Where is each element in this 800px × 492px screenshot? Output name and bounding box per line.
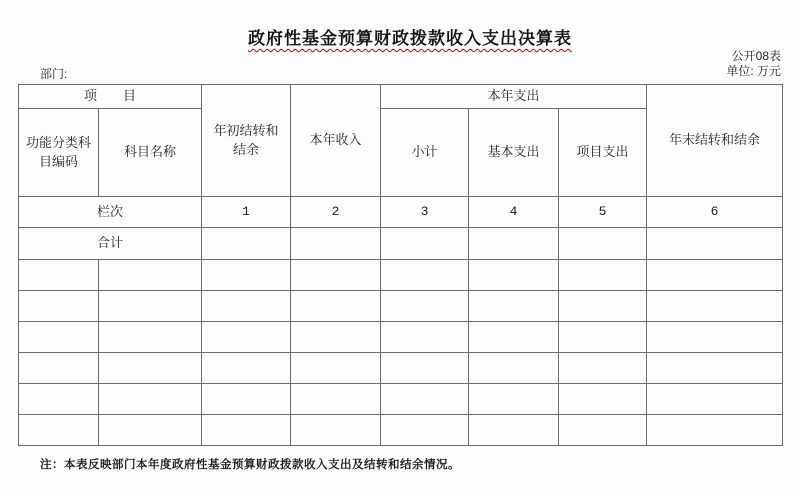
- total-value-cell: [202, 228, 291, 260]
- data-cell: [291, 384, 381, 415]
- total-value-cell: [559, 228, 647, 260]
- empty-data-row: [19, 415, 783, 446]
- header-row-top: [19, 85, 783, 109]
- data-cell: [647, 322, 783, 353]
- total-label: 合计: [19, 228, 202, 260]
- header-year-expense: 本年支出: [381, 85, 647, 109]
- data-cell: [99, 260, 202, 291]
- data-cell: [469, 415, 559, 446]
- data-cell: [559, 415, 647, 446]
- data-cell: [559, 384, 647, 415]
- data-cell: [291, 415, 381, 446]
- data-cell: [99, 384, 202, 415]
- header-project-expense: 项目支出: [559, 109, 647, 197]
- header-year-income: 本年收入: [291, 85, 381, 197]
- header-basic-expense: 基本支出: [469, 109, 559, 197]
- unit-label: 单位: 万元: [726, 64, 781, 78]
- column-index-6: 6: [647, 197, 783, 228]
- data-cell: [559, 353, 647, 384]
- data-cell: [647, 291, 783, 322]
- data-cell: [381, 415, 469, 446]
- fund-budget-table: [18, 84, 783, 446]
- empty-data-row: [19, 322, 783, 353]
- header-subject-name: 科目名称: [99, 109, 202, 197]
- data-cell: [291, 291, 381, 322]
- data-cell: [202, 260, 291, 291]
- data-cell: [559, 260, 647, 291]
- data-cell: [19, 322, 99, 353]
- data-cell: [19, 384, 99, 415]
- empty-data-row: [19, 260, 783, 291]
- data-cell: [99, 291, 202, 322]
- form-code-label: 公开08表: [731, 49, 781, 63]
- column-index-row: [19, 197, 783, 228]
- data-cell: [19, 415, 99, 446]
- data-cell: [647, 260, 783, 291]
- data-cell: [647, 415, 783, 446]
- header-func-code: 功能分类科目编码: [19, 109, 99, 197]
- data-cell: [19, 353, 99, 384]
- data-cell: [202, 384, 291, 415]
- header-end-balance: 年末结转和结余: [647, 85, 783, 197]
- data-cell: [559, 322, 647, 353]
- data-cell: [469, 260, 559, 291]
- data-cell: [381, 291, 469, 322]
- column-index-3: 3: [381, 197, 469, 228]
- data-cell: [291, 353, 381, 384]
- data-cell: [647, 353, 783, 384]
- data-cell: [381, 384, 469, 415]
- empty-data-row: [19, 353, 783, 384]
- data-cell: [559, 291, 647, 322]
- header-subtotal: 小计: [381, 109, 469, 197]
- data-cell: [202, 353, 291, 384]
- data-cell: [19, 260, 99, 291]
- data-cell: [99, 353, 202, 384]
- column-index-1: 1: [202, 197, 291, 228]
- column-index-label: 栏次: [19, 197, 202, 228]
- total-value-cell: [291, 228, 381, 260]
- total-value-cell: [381, 228, 469, 260]
- column-index-4: 4: [469, 197, 559, 228]
- data-cell: [99, 415, 202, 446]
- column-index-2: 2: [291, 197, 381, 228]
- header-project: 项 目: [19, 85, 202, 109]
- total-value-cell: [647, 228, 783, 260]
- data-cell: [202, 291, 291, 322]
- data-cell: [19, 291, 99, 322]
- column-index-5: 5: [559, 197, 647, 228]
- empty-data-row: [19, 384, 783, 415]
- data-cell: [469, 322, 559, 353]
- data-cell: [99, 322, 202, 353]
- data-cell: [291, 260, 381, 291]
- data-cell: [469, 384, 559, 415]
- data-cell: [381, 353, 469, 384]
- page-title: 政府性基金预算财政拨款收入支出决算表: [248, 29, 572, 48]
- data-cell: [469, 291, 559, 322]
- total-row: [19, 228, 783, 260]
- data-cell: [381, 322, 469, 353]
- department-label: 部门:: [40, 67, 68, 81]
- data-cell: [202, 322, 291, 353]
- data-cell: [291, 322, 381, 353]
- data-cell: [381, 260, 469, 291]
- total-value-cell: [469, 228, 559, 260]
- data-cell: [647, 384, 783, 415]
- empty-data-row: [19, 291, 783, 322]
- footer-note: 注：本表反映部门本年度政府性基金预算财政拨款收入支出及结转和结余情况。: [40, 459, 460, 471]
- data-cell: [469, 353, 559, 384]
- header-begin-balance: 年初结转和结余: [202, 85, 291, 197]
- data-cell: [202, 415, 291, 446]
